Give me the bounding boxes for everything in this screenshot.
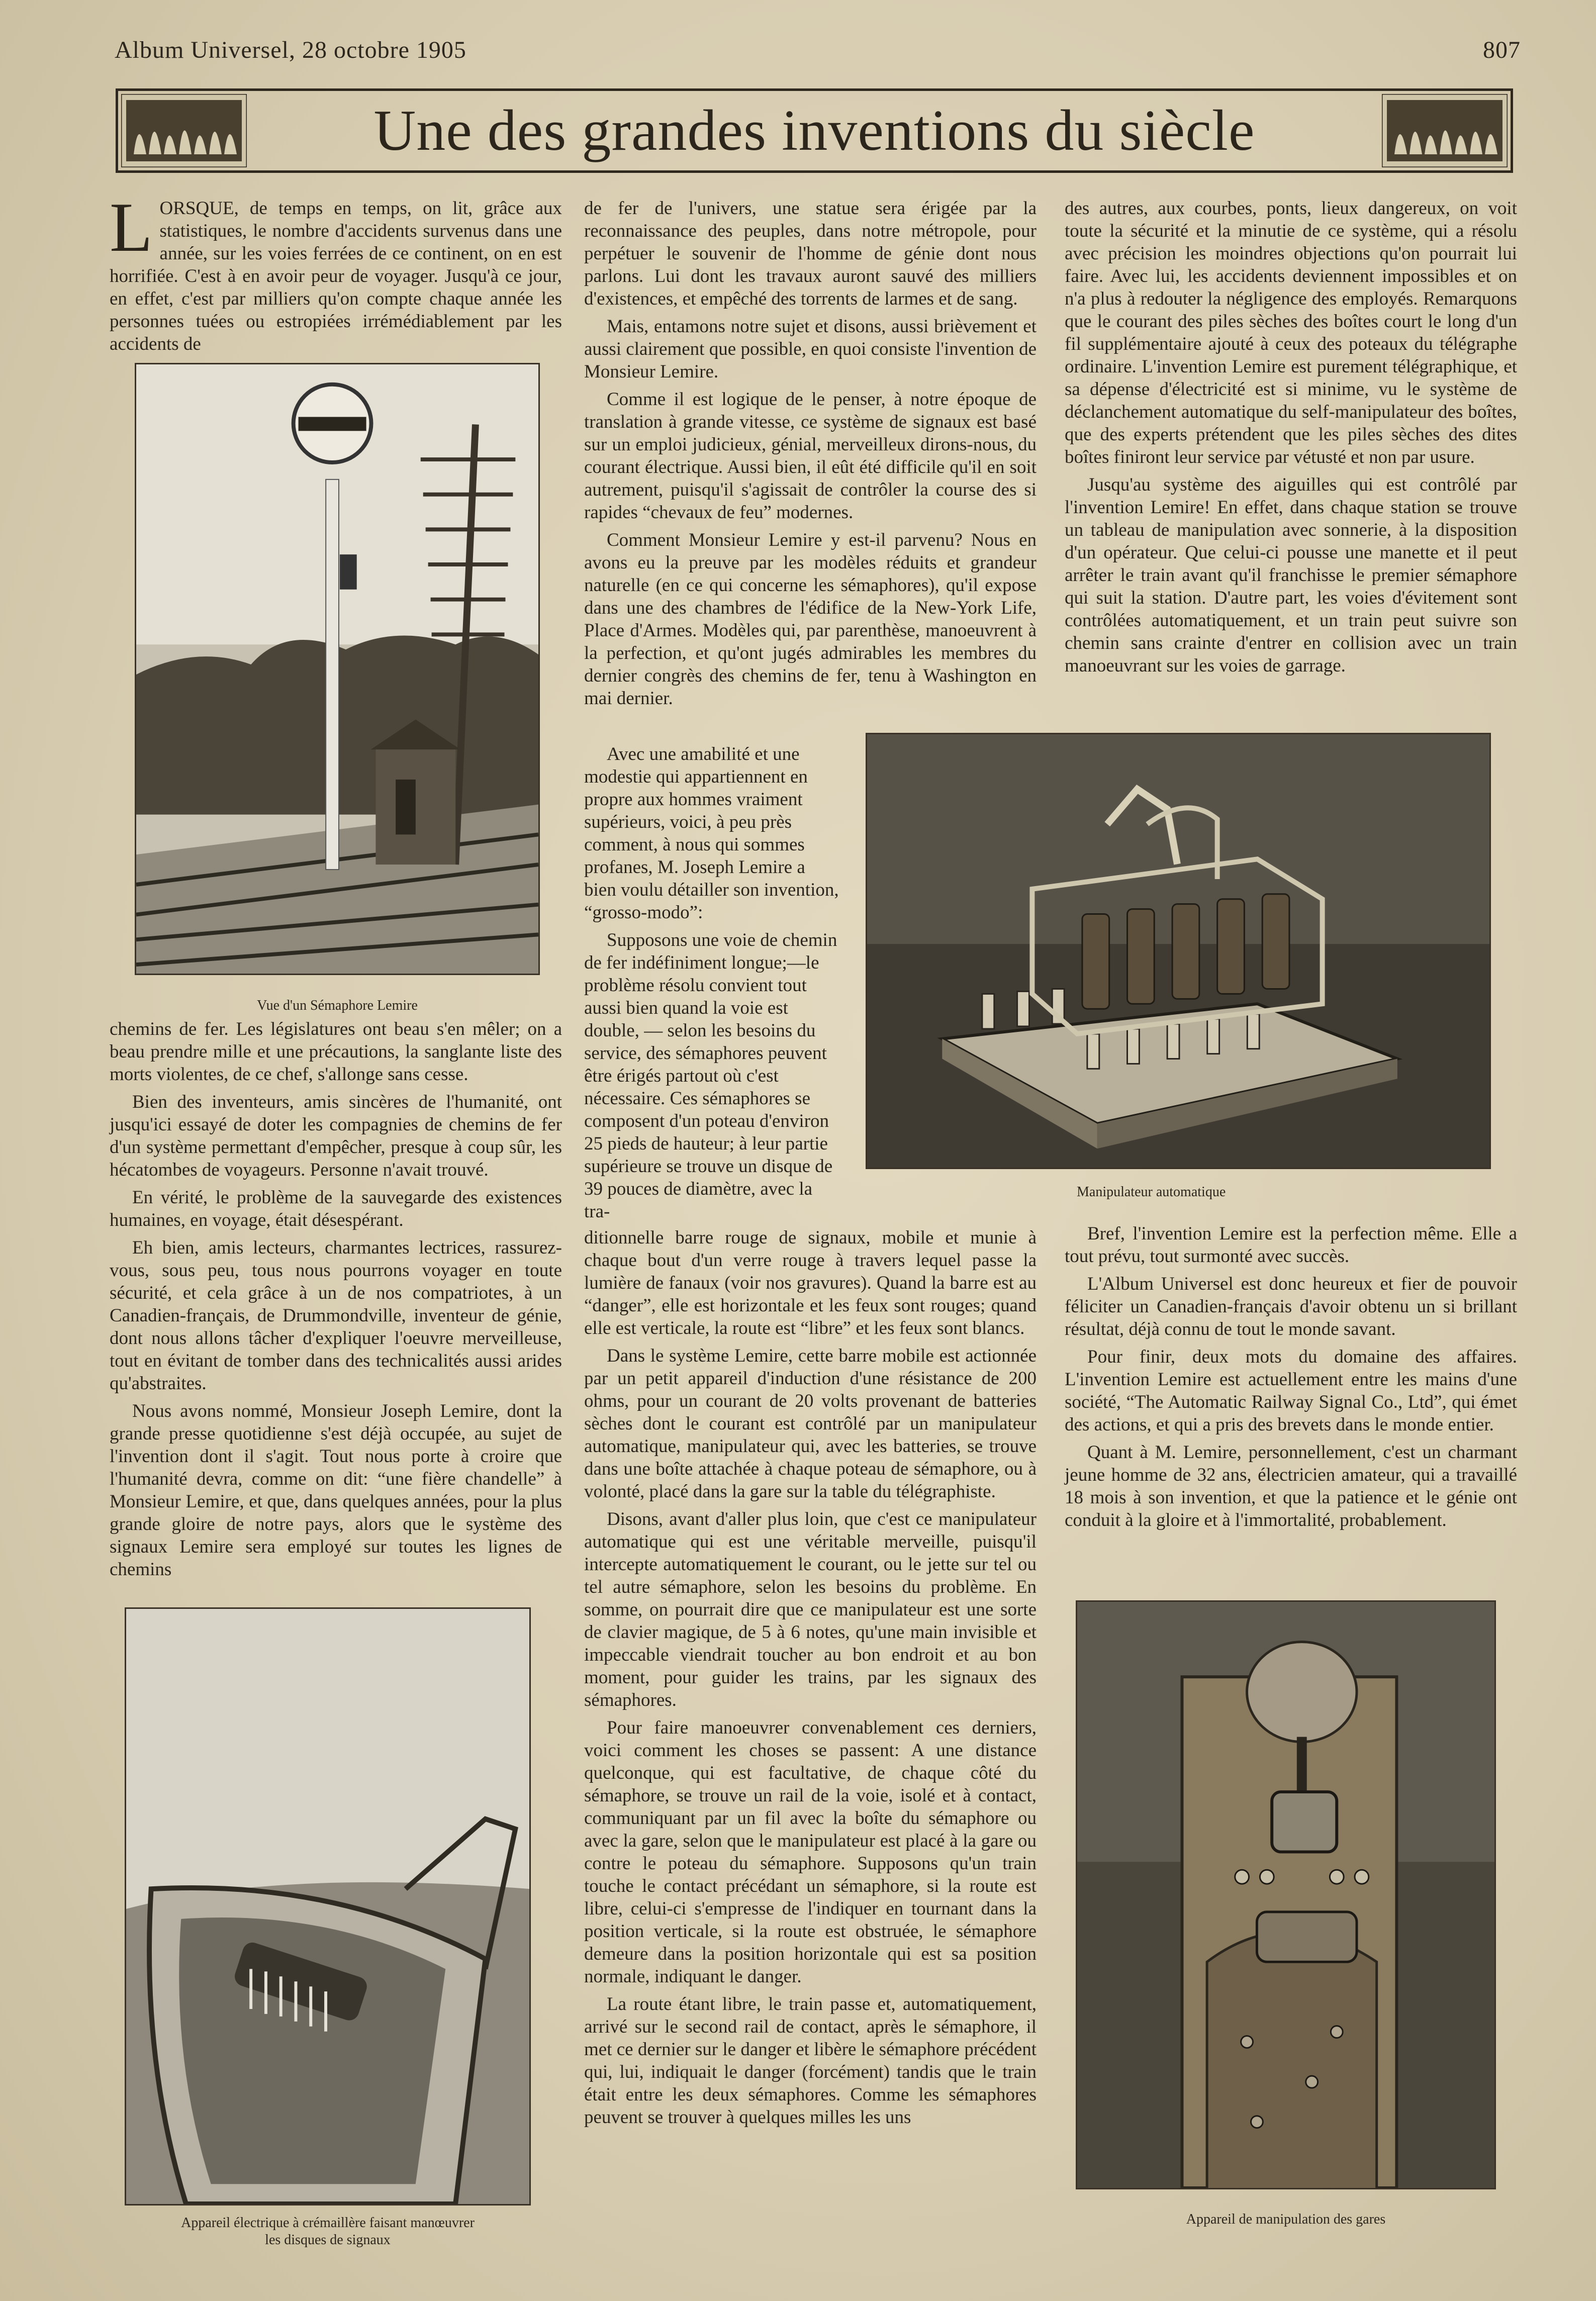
- gares-photo: [1076, 1600, 1496, 2189]
- paragraph: Jusqu'au système des aiguilles qui est contrôlé par l'invention Lemire! En effet, dans chaque station se trouve un tableau de manipulation avec sonnerie, à la disposition d'un opérateur. Que celui-ci pousse une manette et il peut arrêter le train avant qu'il franchisse le premier sémaphore qui suit la station. D'autre part, les voies d'évitement sont contrôlées automatiquement, et un train peut suivre son chemin sans crainte d'entrer en collision avec un train manoeuvrant sur les voies de garrage.: [1065, 474, 1517, 676]
- gares-caption: Appareil de manipulation des gares: [1186, 2212, 1386, 2227]
- semaphore-photo: [135, 363, 540, 975]
- right-ornament-icon: [1382, 94, 1508, 167]
- cremaillere-caption: [125, 2215, 531, 2249]
- page-number: 807: [1483, 37, 1521, 63]
- column-2-full: [584, 1226, 1037, 2134]
- cremaillere-photo: [125, 1607, 531, 2206]
- paragraph: Nous avons nommé, Monsieur Joseph Lemire, dont la grande presse quotidienne s'est déjà occupée, au sujet de l'invention dont il s'agit. Tout nous porte à croire que l'humanité devra, comme on dit: “une fière chandelle” à Monsieur Lemire, et que, dans quelques années, pour la plus grande gloire de notre pays, alors que le système des signaux Lemire sera employé sur toutes les lignes de chemins: [110, 1401, 562, 1580]
- semaphore-caption: Vue d'un Sémaphore Lemire: [257, 998, 418, 1013]
- paragraph: Comme il est logique de le penser, à notre époque de translation à grande vitesse, ce système de signaux est basé sur un emploi judicieux, génial, merveilleux dirons-nous, du courant électrique. Aussi bien, il eût été difficile qu'il en soit autrement, puisqu'il s'agissait de contrôler la course des si rapides “chevaux de feu” modernes.: [584, 389, 1037, 523]
- paragraph: Bien des inventeurs, amis sincères de l'humanité, ont jusqu'ici essayé de doter les compagnies de chemins de fer d'un système permettant d'empêcher, presque à coup sûr, les hécatombes de voyageurs. Personne n'avait trouvé.: [110, 1092, 562, 1180]
- article-title: Une des grandes inventions du siècle: [373, 98, 1255, 163]
- column-3-top: [1065, 197, 1517, 682]
- paragraph: chemins de fer. Les législatures ont beau s'en mêler; on a beau prendre mille et une précautions, la sanglante liste des morts violentes, de ce chef, s'allonge sans cesse.: [110, 1019, 562, 1085]
- left-ornament-icon: [121, 94, 247, 167]
- paragraph: Comment Monsieur Lemire y est-il parvenu? Nous en avons eu la preuve par les modèles réduits et grandeur naturelle (en ce qui concerne les sémaphores), qu'il expose dans une des chambres de l'édifice de la New-York Life, Place d'Armes. Modèles qui, par parenthèse, manoeuvrent à la perfection, et qu'ont jugés admirables les membres du dernier congrès des chemins de fer, tenu à Washington en mai dernier.: [584, 530, 1037, 709]
- drop-cap: L: [110, 188, 153, 266]
- paragraph: Dans le système Lemire, cette barre mobile est actionnée par un petit appareil d'induction d'une résistance de 200 ohms, pour un courant de 20 volts provenant de batteries sèches dont le courant est contrôlé par un manipulateur automatique, manipulateur qui, avec les batteries, se trouve dans une boîte attachée à chaque poteau de sémaphore, ou à volonté, placé dans la gare sur la table du télégraphiste.: [584, 1346, 1037, 1502]
- column-2-top: [584, 197, 1037, 715]
- paragraph: ditionnelle barre rouge de signaux, mobile et munie à chaque bout d'un verre rouge à travers lequel passe la lumière de fanaux (voir nos gravures). Quand la barre est au “danger”, elle est horizontale et les feux sont rouges; quand elle est verticale, la route est “libre” et les feux sont blancs.: [584, 1227, 1037, 1338]
- paragraph: Quant à M. Lemire, personnellement, c'est un charmant jeune homme de 32 ans, électricien amateur, qui a travaillé 18 mois à son invention, et que la patience et le génie ont conduit à la gloire et à l'immortalité, probablement.: [1065, 1442, 1517, 1530]
- paragraph: de fer de l'univers, une statue sera érigée par la reconnaissance des peuples, dans notre métropole, pour perpétuer le souvenir de l'homme de génie dont nous parlons. Lui dont les travaux auront sauvé des milliers d'existences, et empêché des torrents de larmes et de sang.: [584, 198, 1037, 309]
- manipulateur-caption: Manipulateur automatique: [1077, 1184, 1226, 1200]
- paragraph: En vérité, le problème de la sauvegarde des existences humaines, en voyage, était désespérant.: [110, 1187, 562, 1230]
- column-2-narrow: [584, 743, 840, 1228]
- column-3-bottom: [1065, 1222, 1517, 1537]
- paragraph: Disons, avant d'aller plus loin, que c'est ce manipulateur automatique qui est une véritable merveille, puisqu'il intercepte automatiquement le courant, ou le jette sur tel ou tel autre sémaphore, selon les besoins du problème. En somme, on pourrait dire que ce manipulateur est une sorte de clavier magique, de 5 à 6 notes, qu'une main invisible et impeccable viendrait toucher au bon endroit et au bon moment, pour guider les trains, par les signaux des sémaphores.: [584, 1509, 1037, 1710]
- running-header-date: Album Universel, 28 octobre 1905: [115, 37, 466, 63]
- title-banner: [116, 88, 1513, 173]
- column-1-top: [110, 188, 562, 360]
- paragraph: Mais, entamons notre sujet et disons, aussi brièvement et aussi clairement que possible, en quoi consiste l'invention de Monsieur Lemire.: [584, 316, 1037, 382]
- paragraph: Supposons une voie de chemin de fer indéfiniment longue;—le problème résolu convient tout aussi bien quand la voie est double, — selon les besoins du service, des sémaphores peuvent être érigés partout où c'est nécessaire. Ces sémaphores se composent d'un poteau d'environ 25 pieds de hauteur; à leur partie supérieure se trouve un disque de 39 pouces de diamètre, avec la tra-: [584, 930, 837, 1222]
- paragraph: Pour faire manoeuvrer convenablement ces derniers, voici comment les choses se passent: A une distance quelconque, qui est facultative, de chaque côté du sémaphore, se trouve un rail de la voie, isolé et à contact, communiquant par un fil avec la boîte du sémaphore ou avec la gare, selon que le manipulateur est placé à la gare ou contre le poteau du sémaphore. Supposons qu'un train touche le contact précédant un sémaphore, si la route est libre, celui-ci s'empresse de l'indiquer en tournant dans la position verticale, si la route est obstruée, le sémaphore demeure dans la position horizontale qui est sa position normale, indiquant le danger.: [584, 1717, 1037, 1987]
- paragraph: L'Album Universel est donc heureux et fier de pouvoir féliciter un Canadien-français d'avoir obtenu un si brillant résultat, déjà connu de tout le monde savant.: [1065, 1274, 1517, 1339]
- paragraph: des autres, aux courbes, ponts, lieux dangereux, on voit toute la sécurité et la minutie de ce système, qui a résolu avec précision les moindres objections qu'on pourrait lui faire. Avec lui, les accidents deviennent impossibles et on n'a plus à redouter la négligence des employés. Remarquons que le courant des piles sèches des boîtes court le long d'un fil supplémentaire ajouté à ceux des poteaux du télégraphe ordinaire. L'invention Lemire est purement télégraphique, et sa dépense d'électricité est si minime, vu le système de déclanchement automatique du self-manipulateur des boîtes, que des experts prétendent que les piles sèches des dites boîtes finiront leur service par vétusté et non par usure.: [1065, 198, 1517, 467]
- manipulateur-photo: [866, 733, 1491, 1169]
- lead-word: ORSQUE: [159, 198, 234, 219]
- caption-line: les disques de signaux: [265, 2232, 391, 2248]
- paragraph: Pour finir, deux mots du domaine des affaires. L'invention Lemire est actuellement entre les mains d'une société, “The Automatic Railway Signal Co., Ltd”, qui émet des actions, et qui a pris des brevets dans le monde entier.: [1065, 1347, 1517, 1435]
- paragraph-text: , de temps en temps, on lit, grâce aux statistiques, le nombre d'accidents survenus dans une année, sur les voies ferrées de ce continent, on en est horrifiée. C'est à en avoir peur de voyager. Jusqu'à ce jour, en effet, c'est par milliers qu'on compte chaque année les personnes tuées ou estropiées irrémédiablement par les accidents de: [110, 198, 562, 354]
- paragraph: Eh bien, amis lecteurs, charmantes lectrices, rassurez-vous, sous peu, tous nous pourrons voyager en toute sécurité, et cela grâce à un de nos compatriotes, à un Canadien-français, de Drummondville, inventeur de génie, dont nous allons tâcher d'expliquer l'oeuvre merveilleuse, tout en évitant de tomber dans des technicalités aussi arides qu'abstraites.: [110, 1237, 562, 1394]
- paragraph: Bref, l'invention Lemire est la perfection même. Elle a tout prévu, tout surmonté avec succès.: [1065, 1223, 1517, 1267]
- paragraph: La route étant libre, le train passe et, automatiquement, arrivé sur le second rail de contact, après le sémaphore, il met ce dernier sur le danger et libère le sémaphore précédent qui, lui, indiquait le danger (forcément) tandis que le train était entre les deux sémaphores. Comme les sémaphores peuvent se trouver à quelques milles les uns: [584, 1994, 1037, 2128]
- opening-paragraph: [110, 188, 562, 355]
- paragraph: Avec une amabilité et une modestie qui appartiennent en propre aux hommes vraiment supérieurs, voici, à peu près comment, à nous qui sommes profanes, M. Joseph Lemire a bien voulu détailler son invention, “grosso-modo”:: [584, 744, 839, 923]
- caption-line: Appareil électrique à crémaillère faisant manœuvrer: [181, 2215, 475, 2231]
- column-1-bottom: [110, 1018, 562, 1586]
